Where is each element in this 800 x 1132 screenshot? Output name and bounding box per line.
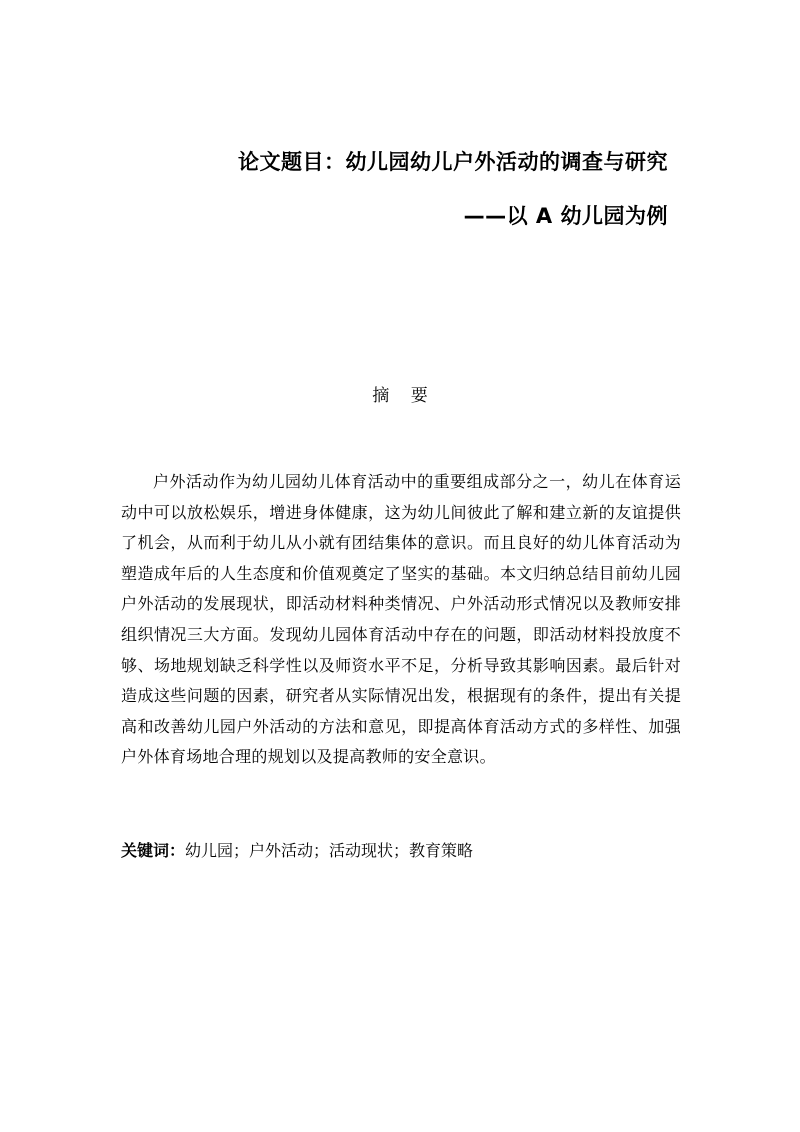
thesis-title: 论文题目：幼儿园幼儿户外活动的调查与研究: [238, 150, 668, 174]
keywords-value: 幼儿园；户外活动；活动现状；教育策略: [185, 841, 474, 860]
keywords-label: 关键词：: [121, 841, 186, 860]
abstract-heading: 摘 要: [372, 386, 428, 406]
keywords-line: [121, 837, 681, 865]
abstract-paragraph: 户外活动作为幼儿园幼儿体育活动中的重要组成部分之一，幼儿在体育运动中可以放松娱乐，增进身体健康，这为幼儿间彼此了解和建立新的友谊提供了机会，从而利于幼儿从小就有团结集体的意识。而且良好的幼儿体育活动为塑造成年后的人生态度和价值观奠定了坚实的基础。本文归纳总结目前幼儿园户外活动的发展现状，即活动材料种类情况、户外活动形式情况以及教师安排组织情况三大方面。发现幼儿园体育活动中存在的问题，即活动材料投放度不够、场地规划缺乏科学性以及师资水平不足，分析导致其影响因素。最后针对造成这些问题的因素，研究者从实际情况出发，根据现有的条件，提出有关提高和改善幼儿园户外活动的方法和意见，即提高体育活动方式的多样性、加强户外体育场地合理的规划以及提高教师的安全意识。: [121, 472, 681, 767]
thesis-subtitle: ——以 A 幼儿园为例: [463, 204, 668, 228]
